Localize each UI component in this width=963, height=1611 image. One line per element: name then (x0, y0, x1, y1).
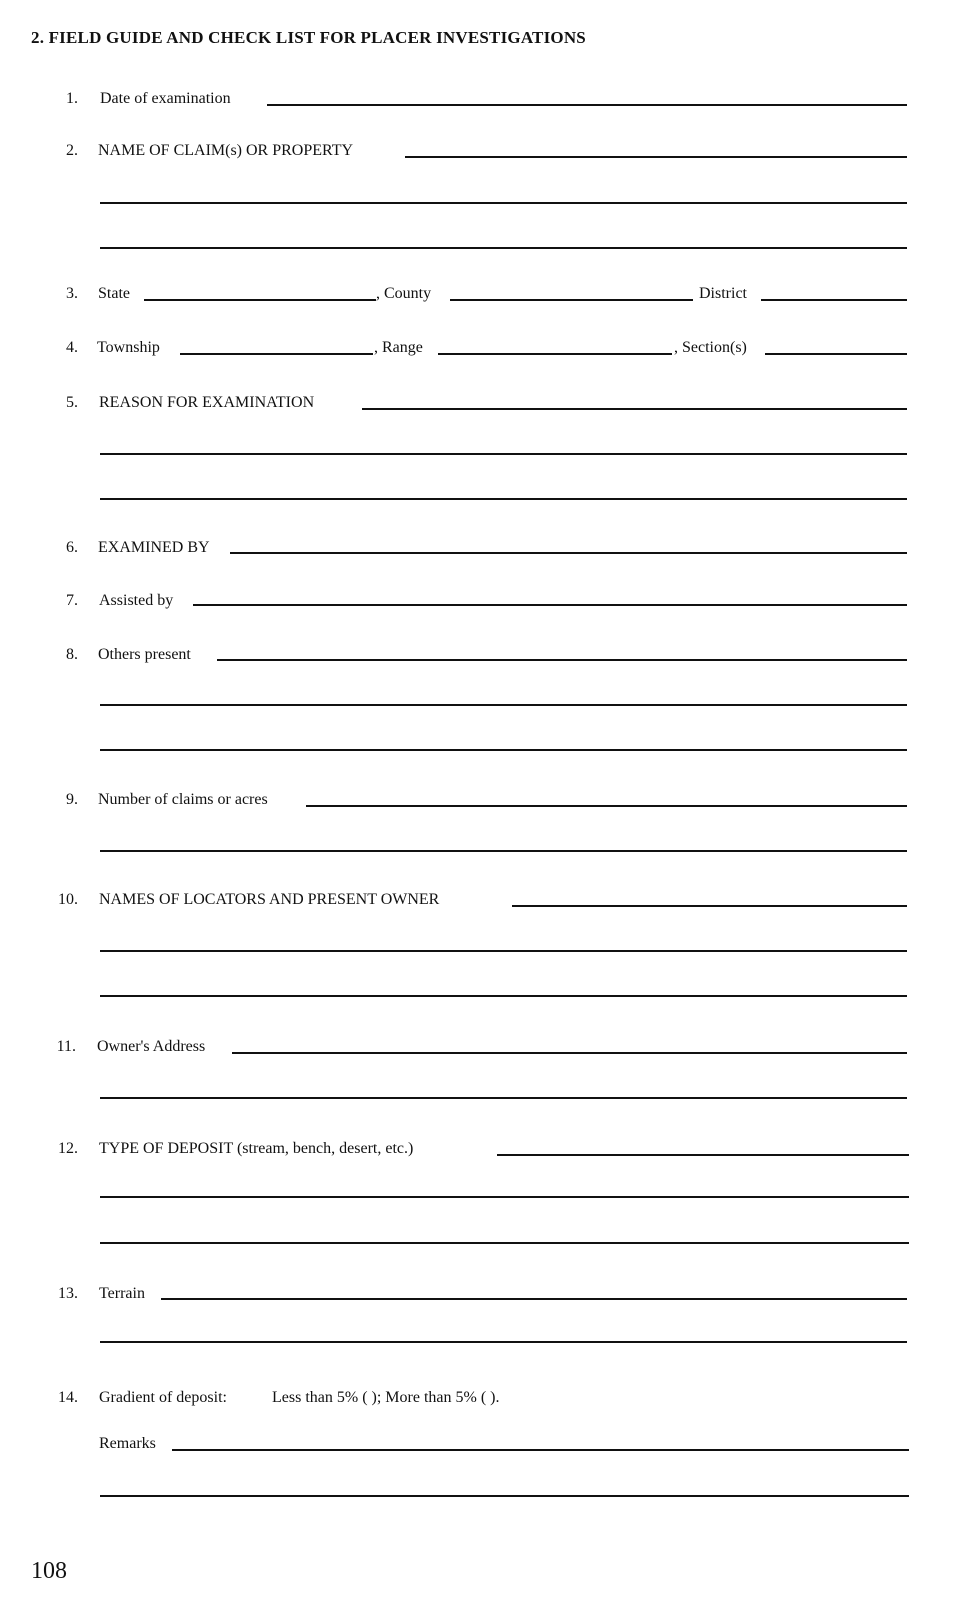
locators-owner-field[interactable] (512, 905, 907, 907)
item-number: 1. (66, 90, 78, 107)
sections-label: , Section(s) (674, 339, 747, 356)
deposit-type-label-examples: (stream, bench, desert, etc.) (236, 1140, 414, 1157)
township-field[interactable] (180, 353, 373, 355)
assisted-by-label: Assisted by (99, 592, 174, 609)
deposit-type-field-line-2[interactable] (100, 1196, 909, 1198)
item-number: 4. (66, 339, 78, 356)
deposit-type-field[interactable] (497, 1154, 909, 1156)
examined-by-field[interactable] (230, 552, 907, 554)
state-label: State (98, 285, 130, 302)
district-field[interactable] (761, 299, 907, 301)
others-present-label: Others present (98, 646, 191, 663)
claims-acres-field[interactable] (306, 805, 907, 807)
range-label: , Range (374, 339, 423, 356)
state-field[interactable] (144, 299, 376, 301)
item-number: 12. (58, 1140, 78, 1157)
reason-label: REASON FOR EXAMINATION (99, 394, 315, 411)
claims-acres-field-line-2[interactable] (100, 850, 907, 852)
county-label: , County (376, 285, 432, 302)
gradient-options[interactable]: Less than 5% ( ); More than 5% ( ). (272, 1389, 500, 1406)
owners-address-label: Owner's Address (97, 1038, 206, 1055)
reason-field[interactable] (362, 408, 907, 410)
item-number: 11. (56, 1038, 76, 1055)
item-number: 8. (66, 646, 78, 663)
locators-owner-label: NAMES OF LOCATORS AND PRESENT OWNER (99, 891, 440, 908)
examined-by-label: EXAMINED BY (98, 539, 210, 556)
district-label: District (699, 285, 747, 302)
date-of-examination-field[interactable] (267, 104, 907, 106)
gradient-label: Gradient of deposit: (99, 1389, 227, 1406)
item-number: 14. (58, 1389, 78, 1406)
remarks-field-line-2[interactable] (100, 1495, 909, 1497)
page-number: 108 (31, 1558, 67, 1584)
reason-field-line-3[interactable] (100, 498, 907, 500)
item-number: 7. (66, 592, 78, 609)
terrain-label: Terrain (99, 1285, 145, 1302)
item-number: 6. (66, 539, 78, 556)
others-present-field-line-2[interactable] (100, 704, 907, 706)
claim-name-label: NAME OF CLAIM(s) OR PROPERTY (98, 142, 354, 159)
reason-field-line-2[interactable] (100, 453, 907, 455)
locators-owner-field-line-3[interactable] (100, 995, 907, 997)
item-number: 5. (66, 394, 78, 411)
item-number: 10. (58, 891, 78, 908)
item-number: 9. (66, 791, 78, 808)
township-label: Township (97, 339, 160, 356)
item-number: 13. (58, 1285, 78, 1302)
deposit-type-label (99, 1140, 413, 1158)
claim-name-field[interactable] (405, 156, 907, 158)
item-number: 2. (66, 142, 78, 159)
assisted-by-field[interactable] (193, 604, 907, 606)
remarks-field[interactable] (172, 1449, 909, 1451)
locators-owner-field-line-2[interactable] (100, 950, 907, 952)
remarks-label: Remarks (99, 1435, 156, 1452)
owners-address-field[interactable] (232, 1052, 907, 1054)
terrain-field[interactable] (161, 1298, 907, 1300)
claim-name-field-line-2[interactable] (100, 202, 907, 204)
range-field[interactable] (438, 353, 672, 355)
claim-name-field-line-3[interactable] (100, 247, 907, 249)
owners-address-field-line-2[interactable] (100, 1097, 907, 1099)
terrain-field-line-2[interactable] (100, 1341, 907, 1343)
county-field[interactable] (450, 299, 693, 301)
item-number: 3. (66, 285, 78, 302)
date-of-examination-label: Date of examination (100, 90, 231, 107)
others-present-field-line-3[interactable] (100, 749, 907, 751)
page-title: 2. FIELD GUIDE AND CHECK LIST FOR PLACER INVESTIGATIONS (31, 28, 586, 47)
deposit-type-label-main: TYPE OF DEPOSIT (99, 1140, 233, 1157)
sections-field[interactable] (765, 353, 907, 355)
others-present-field[interactable] (217, 659, 907, 661)
claims-acres-label: Number of claims or acres (98, 791, 268, 808)
deposit-type-field-line-3[interactable] (100, 1242, 909, 1244)
